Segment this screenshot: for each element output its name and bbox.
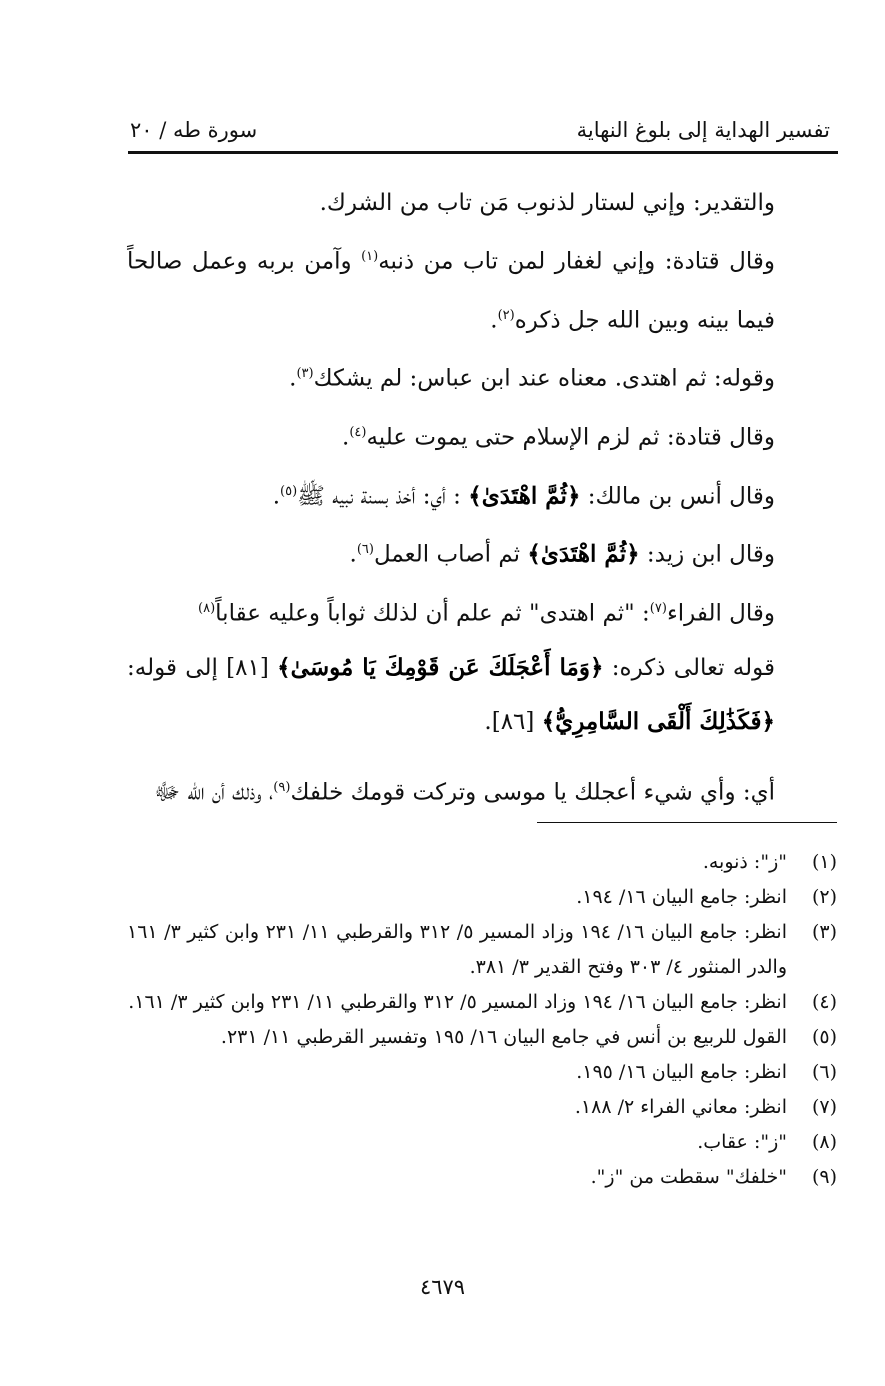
p8-end: [٨٦]. — [484, 708, 542, 735]
p7-text-b: : "ثم اهتدى" ثم علم أن لذلك ثواباً وعليه عقاباً — [215, 600, 650, 627]
footnote-ref-3: (٣) — [296, 366, 314, 382]
footnote-ref-4: (٤) — [349, 424, 367, 440]
running-header-title: تفسير الهداية إلى بلوغ النهاية — [576, 118, 830, 142]
footnote-text: انظر: معاني الفراء ٢/ ١٨٨. — [574, 1096, 787, 1118]
footnote-ref-5: (٥) — [280, 483, 298, 499]
paragraph-8 — [127, 641, 837, 749]
footnote-number: (٩) — [811, 1166, 837, 1188]
paragraph-5 — [127, 465, 837, 524]
p2-text-a: وقال قتادة: وإني لغفار لمن تاب من ذنبه — [378, 248, 775, 275]
p6-text-b: ثم أصاب العمل — [373, 541, 528, 568]
footnote-text: انظر: جامع البيان ١٦/ ١٩٥. — [576, 1061, 787, 1083]
paragraph-3 — [127, 347, 837, 406]
p4-text: وقال قتادة: ثم لزم الإسلام حتى يموت عليه — [366, 424, 775, 451]
footnote-text: انظر: جامع البيان ١٦/ ١٩٤ وزاد المسير ٥/ ٣١٢ والقرطبي ١١/ ٢٣١ وابن كثير ٣/ ١٦١. — [128, 991, 787, 1013]
footnote-number: (٧) — [811, 1096, 837, 1118]
footnote-ref-2: (٢) — [497, 307, 515, 323]
footnote-text: "ز": ذنوبه. — [702, 851, 787, 873]
p8-text-a: قوله تعالى ذكره: — [603, 654, 776, 681]
paragraph-1: والتقدير: وإني لستار لذنوب مَن تاب من الشرك. — [319, 190, 775, 216]
footnote-text: انظر: جامع البيان ١٦/ ١٩٤ وزاد المسير ٥/ ٣١٢ والقرطبي ١١/ ٢٣١ وابن كثير ٣/ ١٦١ والدر المنثور ٤/ ٣٠٣ وفتح القدير ٣/ ٣٨١. — [127, 921, 787, 978]
p5-text-b: : أي: أخذ بسنة نبيه ﷺ — [297, 483, 469, 510]
p9-text-b: ، وذلك أن الله ﷻ — [154, 779, 274, 806]
footnote-number: (٨) — [811, 1131, 837, 1153]
footnote-item — [127, 1125, 837, 1160]
footnote-item — [127, 845, 837, 880]
paragraph-2 — [127, 230, 837, 347]
quran-verse-81: ﴿وَمَا أَعْجَلَكَ عَن قَوْمِكَ يَا مُوسَىٰ﴾ — [277, 653, 604, 681]
page-number: ٤٦٧٩ — [419, 1275, 466, 1299]
footnote-ref-8: (٨) — [198, 600, 216, 616]
footnote-item — [127, 915, 837, 985]
footnote-number: (٤) — [811, 991, 837, 1013]
footnote-text: "ز": عقاب. — [697, 1131, 787, 1153]
quran-quote: ﴿ثُمَّ اهْتَدَىٰ﴾ — [468, 482, 581, 510]
footnote-item — [127, 1160, 837, 1195]
p8-text-b: [٨١] إلى قوله: — [127, 654, 278, 681]
quran-quote: ﴿ثُمَّ اهْتَدَىٰ﴾ — [527, 540, 640, 568]
p6-text-a: وقال ابن زيد: — [639, 541, 775, 568]
p2-text-b: وآمن بربه وعمل صالحاً فيما بينه وبين الله جل ذكره — [127, 248, 775, 334]
footnote-ref-9: (٩) — [273, 779, 291, 795]
footnote-number: (٦) — [811, 1061, 837, 1083]
p7-text-a: وقال الفراء — [666, 600, 775, 627]
p6-end: . — [349, 541, 357, 568]
footnote-item — [127, 880, 837, 915]
running-header-surah: سورة طه / ٢٠ — [130, 118, 258, 142]
footnote-item — [127, 1090, 837, 1125]
footnote-number: (٢) — [811, 886, 837, 908]
p5-end: . — [272, 483, 281, 510]
footnote-ref-7: (٧) — [649, 600, 667, 616]
paragraph-6 — [127, 523, 837, 582]
footnote-item — [127, 985, 837, 1020]
footnote-number: (٣) — [811, 921, 837, 943]
footnote-ref-1: (١) — [361, 249, 379, 264]
footnote-text: انظر: جامع البيان ١٦/ ١٩٤. — [576, 886, 787, 908]
footnote-number: (٥) — [811, 1026, 837, 1048]
p3-end: . — [289, 365, 297, 392]
footnote-ref-6: (٦) — [356, 542, 374, 558]
paragraph-9 — [127, 761, 837, 820]
paragraph-4 — [127, 406, 837, 465]
footnote-item — [127, 1020, 837, 1055]
header-divider — [128, 151, 838, 154]
spacer — [127, 749, 837, 761]
footnote-text: القول للربيع بن أنس في جامع البيان ١٦/ ١٩٥ وتفسير القرطبي ١١/ ٢٣١. — [220, 1026, 787, 1048]
p3-text: وقوله: ثم اهتدى. معناه عند ابن عباس: لم يشكك — [313, 365, 775, 392]
p2-end: . — [490, 307, 498, 334]
p9-text-a: أي: وأي شيء أعجلك يا موسى وتركت قومك خلفك — [290, 779, 775, 806]
footnote-item — [127, 1055, 837, 1090]
main-text — [127, 176, 837, 819]
paragraph-7 — [127, 582, 837, 641]
footnote-divider — [537, 822, 837, 823]
footnotes — [127, 845, 837, 1195]
p4-end: . — [342, 424, 350, 451]
footnote-text: "خلفك" سقطت من "ز". — [590, 1166, 787, 1188]
quran-verse-86: ﴿فَكَذَٰلِكَ أَلْقَى السَّامِرِيُّ﴾ — [541, 707, 775, 735]
p5-text-a: وقال أنس بن مالك: — [580, 483, 775, 510]
footnote-number: (١) — [811, 851, 837, 873]
